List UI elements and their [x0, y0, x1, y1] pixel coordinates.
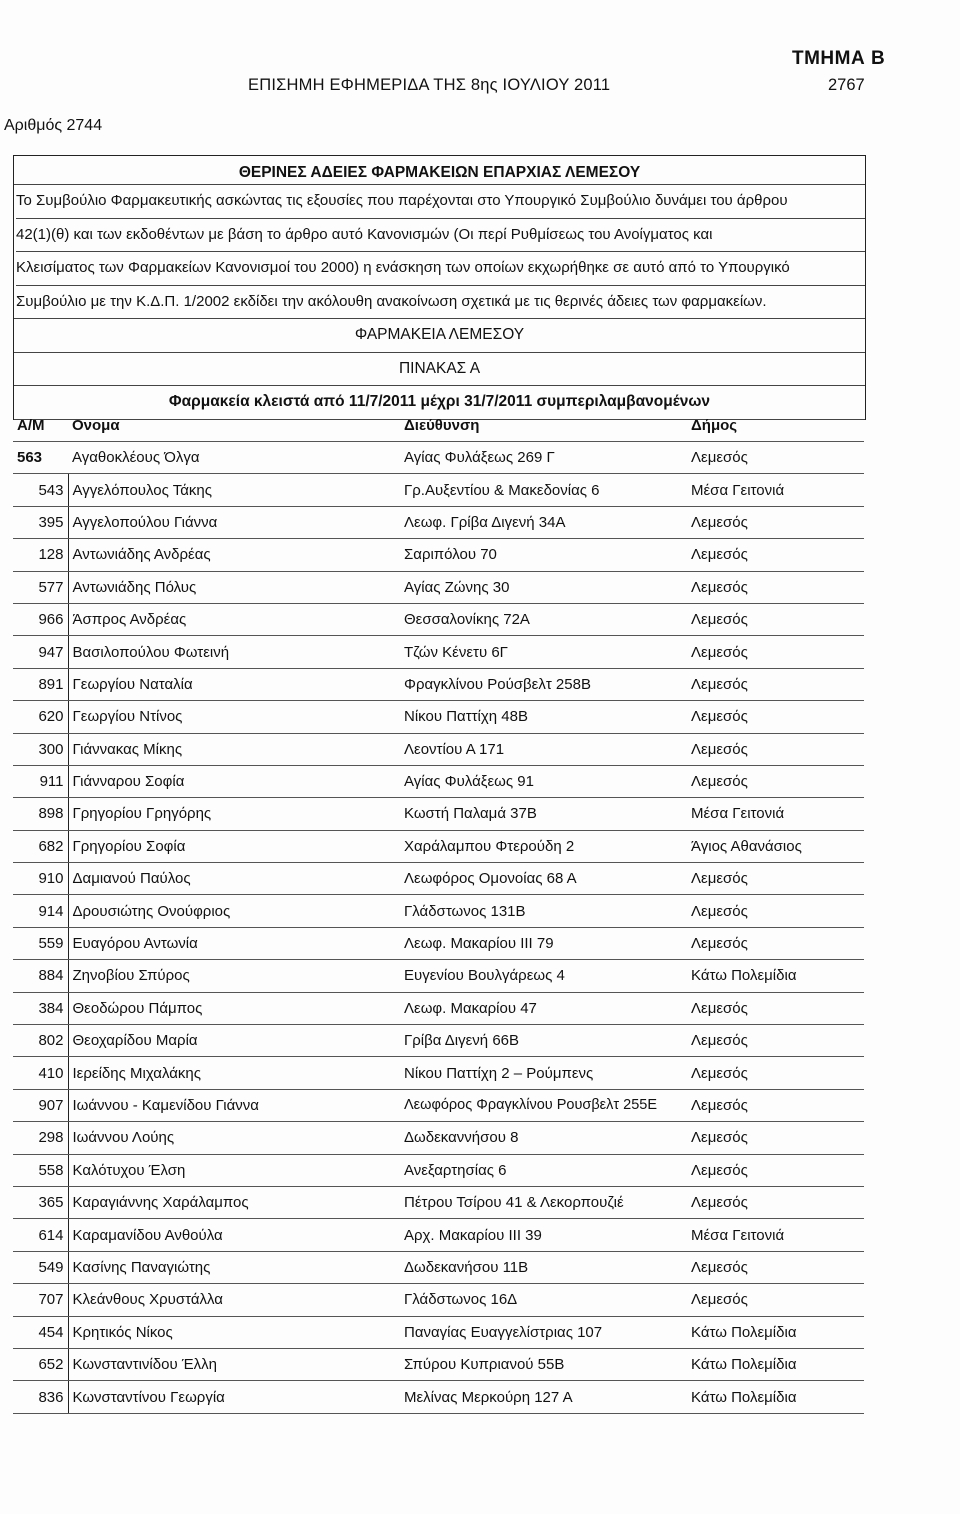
cell-am: 298 — [13, 1122, 68, 1154]
table-row — [13, 960, 864, 992]
cell-am: 300 — [13, 733, 68, 765]
gazette-title: ΕΠΙΣΗΜΗ ΕΦΗΜΕΡΙΔΑ ΤΗΣ 8ης ΙΟΥΛΙΟΥ 2011 — [248, 76, 611, 94]
cell-name: Γεωργίου Ντίνος — [68, 701, 400, 733]
cell-address: Αγίας Ζώνης 30 — [400, 571, 687, 603]
cell-am: 910 — [13, 863, 68, 895]
cell-municipality: Λεμεσός — [687, 603, 864, 635]
cell-name: Ιωάννου - Καμενίδου Γιάννα — [68, 1089, 400, 1121]
table-row — [13, 1154, 864, 1186]
table-row — [13, 701, 864, 733]
cell-am: 128 — [13, 539, 68, 571]
cell-municipality: Λεμεσός — [687, 539, 864, 571]
cell-am: 907 — [13, 1089, 68, 1121]
cell-name: Ευαγόρου Αντωνία — [68, 927, 400, 959]
cell-name: Αγαθοκλέους Όλγα — [68, 442, 400, 474]
cell-am: 559 — [13, 927, 68, 959]
table-row — [13, 442, 864, 474]
cell-am: 563 — [13, 442, 68, 474]
page-number: 2767 — [828, 76, 865, 94]
cell-am: 966 — [13, 603, 68, 635]
cell-am: 898 — [13, 798, 68, 830]
notice-title: ΘΕΡΙΝΕΣ ΑΔΕΙΕΣ ΦΑΡΜΑΚΕΙΩΝ ΕΠΑΡΧΙΑΣ ΛΕΜΕΣΟΥ — [14, 156, 865, 185]
column-header-name: Ονομα — [68, 409, 400, 442]
cell-address: Λεωφ. Μακαρίου ΙΙΙ 79 — [400, 927, 687, 959]
table-row — [13, 539, 864, 571]
cell-am: 884 — [13, 960, 68, 992]
cell-name: Ιερείδης Μιχαλάκης — [68, 1057, 400, 1089]
cell-municipality: Κάτω Πολεμίδια — [687, 1348, 864, 1380]
table-row — [13, 474, 864, 506]
cell-municipality: Κάτω Πολεμίδια — [687, 1381, 864, 1413]
table-row — [13, 1025, 864, 1057]
table-row — [13, 830, 864, 862]
cell-address: Λεωφόρος Ομονοίας 68 Α — [400, 863, 687, 895]
cell-name: Αντωνιάδης Ανδρέας — [68, 539, 400, 571]
cell-municipality: Λεμεσός — [687, 1057, 864, 1089]
cell-name: Καλότυχου Έλση — [68, 1154, 400, 1186]
cell-address: Λεωφ. Μακαρίου 47 — [400, 992, 687, 1024]
cell-address: Λεωφόρος Φραγκλίνου Ρουσβελτ 255Ε — [400, 1089, 687, 1121]
table-row — [13, 798, 864, 830]
table-row — [13, 1186, 864, 1218]
section-label: ΤΜΗΜΑ Β — [792, 48, 886, 69]
cell-municipality: Λεμεσός — [687, 636, 864, 668]
cell-municipality: Λεμεσός — [687, 1089, 864, 1121]
cell-address: Μελίνας Μερκούρη 127 Α — [400, 1381, 687, 1413]
cell-am: 543 — [13, 474, 68, 506]
cell-name: Θεοχαρίδου Μαρία — [68, 1025, 400, 1057]
cell-name: Δαμιανού Παύλος — [68, 863, 400, 895]
cell-address: Θεσσαλονίκης 72Α — [400, 603, 687, 635]
cell-address: Δωδεκανήσου 11Β — [400, 1251, 687, 1283]
table-row — [13, 895, 864, 927]
cell-municipality: Άγιος Αθανάσιος — [687, 830, 864, 862]
cell-municipality: Μέσα Γειτονιά — [687, 474, 864, 506]
table-row — [13, 506, 864, 538]
cell-am: 454 — [13, 1316, 68, 1348]
cell-municipality: Κάτω Πολεμίδια — [687, 1316, 864, 1348]
cell-municipality: Λεμεσός — [687, 701, 864, 733]
cell-municipality: Μέσα Γειτονιά — [687, 1219, 864, 1251]
cell-am: 620 — [13, 701, 68, 733]
cell-name: Αντωνιάδης Πόλυς — [68, 571, 400, 603]
cell-address: Σπύρου Κυπριανού 55Β — [400, 1348, 687, 1380]
cell-municipality: Λεμεσός — [687, 895, 864, 927]
cell-name: Αγγελόπουλος Τάκης — [68, 474, 400, 506]
cell-am: 395 — [13, 506, 68, 538]
cell-am: 614 — [13, 1219, 68, 1251]
column-header-am: Α/Μ — [13, 409, 68, 442]
pharmacies-table — [13, 409, 864, 1414]
cell-municipality: Λεμεσός — [687, 1154, 864, 1186]
cell-address: Σαριπόλου 70 — [400, 539, 687, 571]
cell-name: Καραγιάννης Χαράλαμπος — [68, 1186, 400, 1218]
cell-address: Δωδεκαννήσου 8 — [400, 1122, 687, 1154]
cell-municipality: Κάτω Πολεμίδια — [687, 960, 864, 992]
cell-municipality: Λεμεσός — [687, 992, 864, 1024]
table-row — [13, 992, 864, 1024]
cell-am: 911 — [13, 765, 68, 797]
table-body — [13, 442, 864, 1414]
cell-am: 652 — [13, 1348, 68, 1380]
district-heading: ΦΑΡΜΑΚΕΙΑ ΛΕΜΕΣΟΥ — [14, 319, 865, 353]
cell-am: 891 — [13, 668, 68, 700]
table-row — [13, 765, 864, 797]
cell-address: Ανεξαρτησίας 6 — [400, 1154, 687, 1186]
cell-address: Γρίβα Διγενή 66Β — [400, 1025, 687, 1057]
cell-am: 914 — [13, 895, 68, 927]
cell-name: Κασίνης Παναγιώτης — [68, 1251, 400, 1283]
cell-address: Λεοντίου Α 171 — [400, 733, 687, 765]
cell-name: Κρητικός Νίκος — [68, 1316, 400, 1348]
table-row — [13, 1316, 864, 1348]
cell-name: Γιάννακας Μίκης — [68, 733, 400, 765]
cell-municipality: Λεμεσός — [687, 1284, 864, 1316]
intro-line: Συμβούλιο με την Κ.Δ.Π. 1/2002 εκδίδει την ακόλουθη ανακοίνωση σχετικά με τις θερινές άδειες των φαρμακείων. — [16, 292, 767, 310]
table-header-row — [13, 409, 864, 442]
cell-name: Ζηνοβίου Σπύρος — [68, 960, 400, 992]
cell-address: Φραγκλίνου Ρούσβελτ 258Β — [400, 668, 687, 700]
cell-municipality: Μέσα Γειτονιά — [687, 798, 864, 830]
cell-municipality: Λεμεσός — [687, 927, 864, 959]
cell-municipality: Λεμεσός — [687, 863, 864, 895]
cell-address: Αρχ. Μακαρίου ΙΙΙ 39 — [400, 1219, 687, 1251]
cell-municipality: Λεμεσός — [687, 506, 864, 538]
cell-name: Γρηγορίου Γρηγόρης — [68, 798, 400, 830]
cell-am: 836 — [13, 1381, 68, 1413]
table-row — [13, 927, 864, 959]
cell-am: 558 — [13, 1154, 68, 1186]
table-heading: ΠΙΝΑΚΑΣ Α — [14, 353, 865, 387]
notice-intro — [14, 185, 865, 319]
cell-municipality: Λεμεσός — [687, 571, 864, 603]
cell-address: Αγίας Φυλάξεως 91 — [400, 765, 687, 797]
notice-frame — [13, 155, 866, 420]
cell-am: 682 — [13, 830, 68, 862]
cell-name: Γεωργίου Ναταλία — [68, 668, 400, 700]
cell-address: Γρ.Αυξεντίου & Μακεδονίας 6 — [400, 474, 687, 506]
cell-am: 947 — [13, 636, 68, 668]
cell-municipality: Λεμεσός — [687, 442, 864, 474]
table-row — [13, 1348, 864, 1380]
intro-line: Το Συμβούλιο Φαρμακευτικής ασκώντας τις εξουσίες που παρέχονται στο Υπουργικό Συμβούλιο δυνάμει του άρθρου — [16, 185, 865, 219]
cell-am: 577 — [13, 571, 68, 603]
cell-name: Δρουσιώτης Ονούφριος — [68, 895, 400, 927]
cell-address: Ευγενίου Βουλγάρεως 4 — [400, 960, 687, 992]
table-row — [13, 1381, 864, 1413]
cell-am: 365 — [13, 1186, 68, 1218]
cell-am: 384 — [13, 992, 68, 1024]
cell-name: Αγγελοπούλου Γιάννα — [68, 506, 400, 538]
table-row — [13, 863, 864, 895]
cell-address: Χαράλαμπου Φτερούδη 2 — [400, 830, 687, 862]
table-row — [13, 1251, 864, 1283]
cell-name: Καραμανίδου Ανθούλα — [68, 1219, 400, 1251]
cell-address: Πέτρου Τσίρου 41 & Λεκορπουζιέ — [400, 1186, 687, 1218]
closure-period: Φαρμακεία κλειστά από 11/7/2011 μέχρι 31/7/2011 συμπεριλαμβανομένων — [14, 386, 865, 420]
cell-address: Κωστή Παλαμά 37Β — [400, 798, 687, 830]
column-header-municipality: Δήμος — [687, 409, 864, 442]
intro-line: Κλεισίματος των Φαρμακείων Κανονισμοί του 2000) η ενάσκηση των οποίων εκχωρήθηκε σε αυτό από το Υπουργικό — [16, 252, 865, 286]
cell-municipality: Λεμεσός — [687, 1186, 864, 1218]
cell-municipality: Λεμεσός — [687, 1025, 864, 1057]
cell-address: Νίκου Παττίχη 2 – Ρούμπενς — [400, 1057, 687, 1089]
cell-am: 410 — [13, 1057, 68, 1089]
table-row — [13, 1284, 864, 1316]
cell-municipality: Λεμεσός — [687, 733, 864, 765]
cell-name: Βασιλοπούλου Φωτεινή — [68, 636, 400, 668]
cell-municipality: Λεμεσός — [687, 668, 864, 700]
table-row — [13, 1122, 864, 1154]
cell-address: Αγίας Φυλάξεως 269 Γ — [400, 442, 687, 474]
cell-address: Λεωφ. Γρίβα Διγενή 34Α — [400, 506, 687, 538]
table-row — [13, 1219, 864, 1251]
intro-line: 42(1)(θ) και των εκδοθέντων με βάση το άρθρο αυτό Κανονισμών (Οι περί Ρυθμίσεως του Ανοίγματος και — [16, 219, 865, 253]
cell-name: Κωνσταντινίδου Έλλη — [68, 1348, 400, 1380]
cell-address: Παναγίας Ευαγγελίστριας 107 — [400, 1316, 687, 1348]
cell-name: Θεοδώρου Πάμπος — [68, 992, 400, 1024]
table-row — [13, 1089, 864, 1121]
cell-municipality: Λεμεσός — [687, 1122, 864, 1154]
cell-name: Άσπρος Ανδρέας — [68, 603, 400, 635]
cell-am: 549 — [13, 1251, 68, 1283]
cell-am: 802 — [13, 1025, 68, 1057]
cell-name: Γιάνναρου Σοφία — [68, 765, 400, 797]
cell-municipality: Λεμεσός — [687, 1251, 864, 1283]
table-row — [13, 603, 864, 635]
column-header-address: Διεύθυνση — [400, 409, 687, 442]
notice-number: Αριθμός 2744 — [4, 117, 103, 134]
table-row — [13, 571, 864, 603]
cell-am: 707 — [13, 1284, 68, 1316]
cell-name: Κωνσταντίνου Γεωργία — [68, 1381, 400, 1413]
table-row — [13, 1057, 864, 1089]
cell-address: Τζών Κένετυ 6Γ — [400, 636, 687, 668]
cell-address: Γλάδστωνος 131Β — [400, 895, 687, 927]
cell-name: Ιωάννου Λούης — [68, 1122, 400, 1154]
cell-name: Γρηγορίου Σοφία — [68, 830, 400, 862]
cell-municipality: Λεμεσός — [687, 765, 864, 797]
table-row — [13, 733, 864, 765]
table-row — [13, 636, 864, 668]
cell-address: Νίκου Παττίχη 48Β — [400, 701, 687, 733]
table-row — [13, 668, 864, 700]
cell-name: Κλεάνθους Χρυστάλλα — [68, 1284, 400, 1316]
cell-address: Γλάδστωνος 16Δ — [400, 1284, 687, 1316]
